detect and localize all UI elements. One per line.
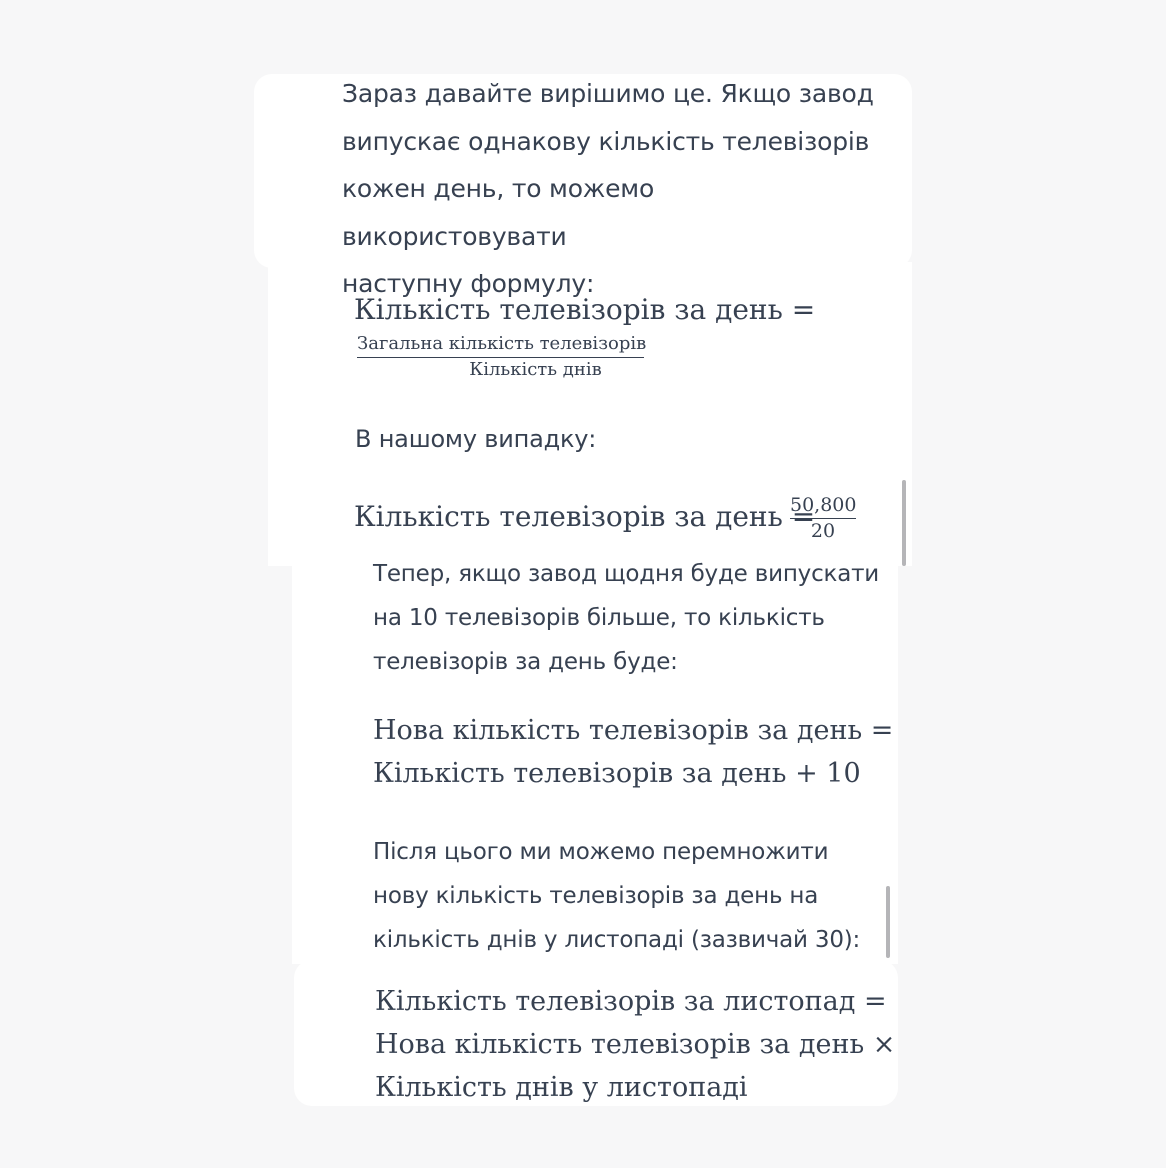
scrollbar-thumb[interactable] — [902, 480, 906, 566]
formula-per-day-lhs: Кількість телевізорів за день = — [354, 293, 816, 326]
formula-line: Кількість днів у листопаді — [375, 1072, 748, 1103]
increase-line: Тепер, якщо завод щодня буде випускати — [373, 561, 880, 587]
formula-november — [375, 980, 895, 1109]
fraction-denominator: 20 — [810, 520, 836, 542]
multiply-paragraph — [373, 830, 883, 962]
intro-line: наступну формулу: — [342, 269, 595, 298]
case-text: В нашому випадку: — [355, 425, 597, 453]
intro-line: Зараз давайте вирішимо це. Якщо завод — [342, 79, 874, 108]
fraction-numerator: 50,800 — [790, 494, 856, 519]
increase-line: телевізорів за день буде: — [373, 649, 678, 675]
multiply-line: кількість днів у листопаді (зазвичай 30): — [373, 927, 861, 953]
fraction-numerator: Загальна кількість телевізорів — [357, 333, 644, 358]
formula-case-lhs: Кількість телевізорів за день = — [354, 500, 816, 533]
increase-line: на 10 телевізорів більше, то кількість — [373, 605, 825, 631]
fraction-denominator: Кількість днів — [469, 359, 602, 380]
increase-paragraph — [373, 552, 883, 684]
scrollbar-thumb[interactable] — [886, 886, 890, 958]
multiply-line: Після цього ми можемо перемножити — [373, 839, 829, 865]
formula-case-fraction — [790, 494, 856, 543]
intro-line: кожен день, то можемо використовувати — [342, 174, 655, 251]
formula-line: Кількість телевізорів за день + 10 — [373, 758, 861, 789]
intro-line: випускає однакову кількість телевізорів — [342, 126, 870, 156]
formula-new-per-day — [373, 709, 893, 795]
formula-line: Нова кількість телевізорів за день = — [373, 715, 894, 746]
intro-paragraph — [342, 70, 882, 308]
multiply-line: нову кількість телевізорів за день на — [373, 883, 819, 909]
formula-line: Кількість телевізорів за листопад = — [375, 986, 887, 1017]
formula-per-day-fraction — [357, 333, 647, 382]
formula-line: Нова кількість телевізорів за день × — [375, 1029, 896, 1060]
